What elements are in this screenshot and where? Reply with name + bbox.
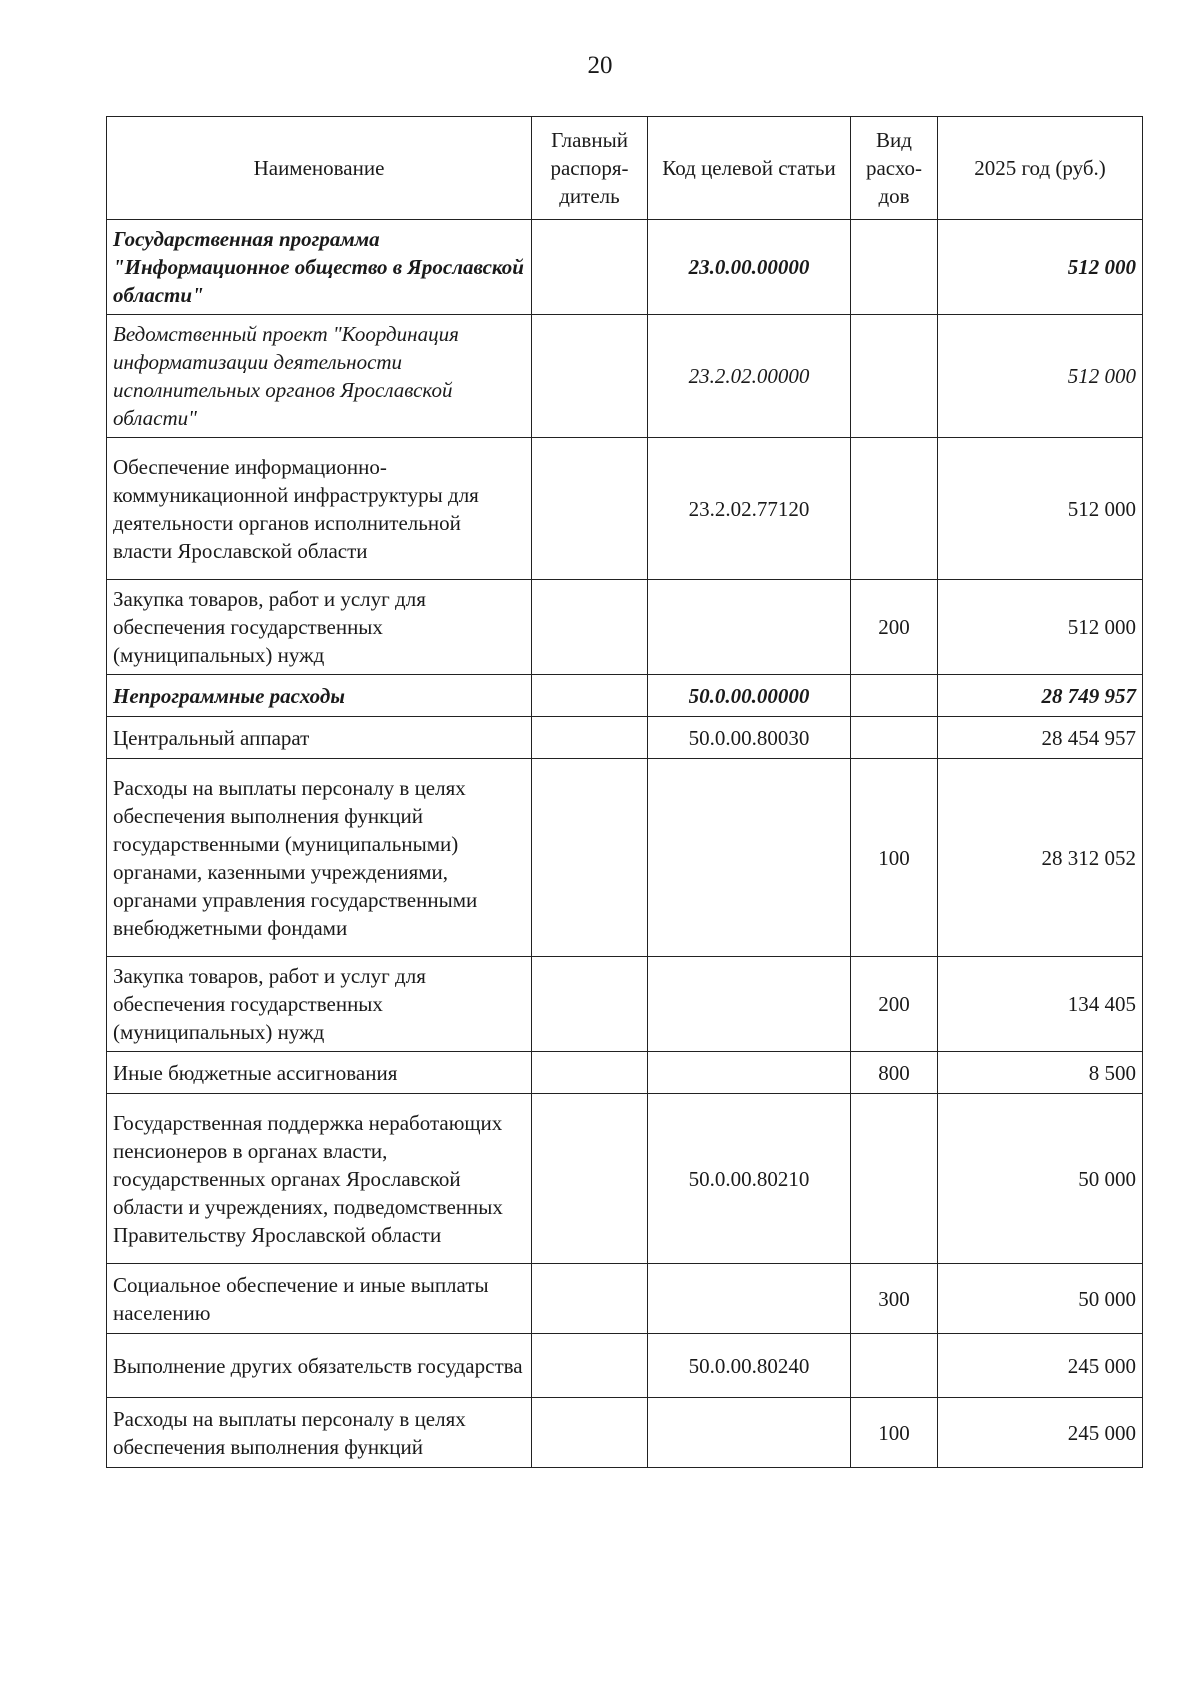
- page-number: 20: [587, 52, 613, 79]
- row-sum-cell: 512 000: [938, 220, 1143, 315]
- row-code-cell: 50.0.00.80210: [648, 1094, 851, 1264]
- row-sum-cell: 28 454 957: [938, 717, 1143, 759]
- row-code-cell: [648, 1264, 851, 1334]
- row-name-cell: Обеспечение информационно-коммуникационной инфраструктуры для деятельности органов исполнительной власти Ярославской области: [107, 438, 532, 580]
- row-vid-cell: 200: [851, 957, 938, 1052]
- row-vid-cell: [851, 220, 938, 315]
- row-name-cell: Расходы на выплаты персоналу в целях обеспечения выполнения функций: [107, 1398, 532, 1468]
- row-vid-cell: [851, 315, 938, 438]
- row-glavny-cell: [532, 315, 648, 438]
- row-glavny-cell: [532, 580, 648, 675]
- row-glavny-cell: [532, 1264, 648, 1334]
- row-glavny-cell: [532, 759, 648, 957]
- row-name-cell: Расходы на выплаты персоналу в целях обеспечения выполнения функций государственными (муниципальными) органами, казенными учреждениями, органами управления государственными внебюджетными фондами: [107, 759, 532, 957]
- row-sum-cell: 28 749 957: [938, 675, 1143, 717]
- header-code: Код целевой статьи: [648, 117, 851, 220]
- row-code-cell: 50.0.00.80030: [648, 717, 851, 759]
- row-sum-cell: 245 000: [938, 1398, 1143, 1468]
- row-sum-cell: 245 000: [938, 1334, 1143, 1398]
- row-vid-cell: [851, 717, 938, 759]
- row-code-cell: 50.0.00.00000: [648, 675, 851, 717]
- table-row: [107, 957, 1143, 1052]
- row-sum-cell: 50 000: [938, 1094, 1143, 1264]
- row-name-cell: Государственная поддержка неработающих пенсионеров в органах власти, государственных органах Ярославской области и учреждениях, подведомственных Правительству Ярославской области: [107, 1094, 532, 1264]
- row-glavny-cell: [532, 1094, 648, 1264]
- row-glavny-cell: [532, 220, 648, 315]
- row-name-cell: Непрограммные расходы: [107, 675, 532, 717]
- row-code-cell: [648, 1052, 851, 1094]
- row-code-cell: [648, 957, 851, 1052]
- header-name: Наименование: [107, 117, 532, 220]
- table-body: [107, 220, 1143, 1468]
- row-code-cell: [648, 580, 851, 675]
- table-row: [107, 675, 1143, 717]
- table-row: [107, 1094, 1143, 1264]
- row-vid-cell: [851, 1334, 938, 1398]
- row-sum-cell: 50 000: [938, 1264, 1143, 1334]
- row-vid-cell: 800: [851, 1052, 938, 1094]
- table-row: [107, 717, 1143, 759]
- table-row: [107, 580, 1143, 675]
- row-glavny-cell: [532, 1052, 648, 1094]
- row-sum-cell: 512 000: [938, 315, 1143, 438]
- table-row: [107, 1334, 1143, 1398]
- row-name-cell: Государственная программа "Информационное общество в Ярославской области": [107, 220, 532, 315]
- row-sum-cell: 512 000: [938, 438, 1143, 580]
- row-vid-cell: [851, 1094, 938, 1264]
- row-vid-cell: 100: [851, 1398, 938, 1468]
- row-name-cell: Центральный аппарат: [107, 717, 532, 759]
- table-row: [107, 220, 1143, 315]
- row-name-cell: Закупка товаров, работ и услуг для обеспечения государственных (муниципальных) нужд: [107, 957, 532, 1052]
- table-header-row: [107, 117, 1143, 220]
- table-row: [107, 1264, 1143, 1334]
- row-code-cell: 50.0.00.80240: [648, 1334, 851, 1398]
- table-row: [107, 315, 1143, 438]
- row-sum-cell: 8 500: [938, 1052, 1143, 1094]
- table-row: [107, 1052, 1143, 1094]
- row-glavny-cell: [532, 438, 648, 580]
- row-code-cell: 23.2.02.00000: [648, 315, 851, 438]
- row-vid-cell: 300: [851, 1264, 938, 1334]
- row-name-cell: Закупка товаров, работ и услуг для обеспечения государственных (муниципальных) нужд: [107, 580, 532, 675]
- header-year: 2025 год (руб.): [938, 117, 1143, 220]
- row-code-cell: [648, 1398, 851, 1468]
- row-glavny-cell: [532, 1334, 648, 1398]
- header-vid: Вид расхо-дов: [851, 117, 938, 220]
- row-name-cell: Ведомственный проект "Координация информатизации деятельности исполнительных органов Ярославской области": [107, 315, 532, 438]
- table-row: [107, 438, 1143, 580]
- row-name-cell: Социальное обеспечение и иные выплаты населению: [107, 1264, 532, 1334]
- budget-table: [106, 116, 1143, 1468]
- row-code-cell: [648, 759, 851, 957]
- row-glavny-cell: [532, 675, 648, 717]
- row-vid-cell: 200: [851, 580, 938, 675]
- row-code-cell: 23.0.00.00000: [648, 220, 851, 315]
- row-vid-cell: [851, 675, 938, 717]
- row-glavny-cell: [532, 1398, 648, 1468]
- row-name-cell: Выполнение других обязательств государства: [107, 1334, 532, 1398]
- row-glavny-cell: [532, 957, 648, 1052]
- row-name-cell: Иные бюджетные ассигнования: [107, 1052, 532, 1094]
- row-vid-cell: [851, 438, 938, 580]
- row-vid-cell: 100: [851, 759, 938, 957]
- table-row: [107, 1398, 1143, 1468]
- row-sum-cell: 28 312 052: [938, 759, 1143, 957]
- row-glavny-cell: [532, 717, 648, 759]
- row-code-cell: 23.2.02.77120: [648, 438, 851, 580]
- row-sum-cell: 134 405: [938, 957, 1143, 1052]
- row-sum-cell: 512 000: [938, 580, 1143, 675]
- table-row: [107, 759, 1143, 957]
- header-glavny: Главный распоря-дитель: [532, 117, 648, 220]
